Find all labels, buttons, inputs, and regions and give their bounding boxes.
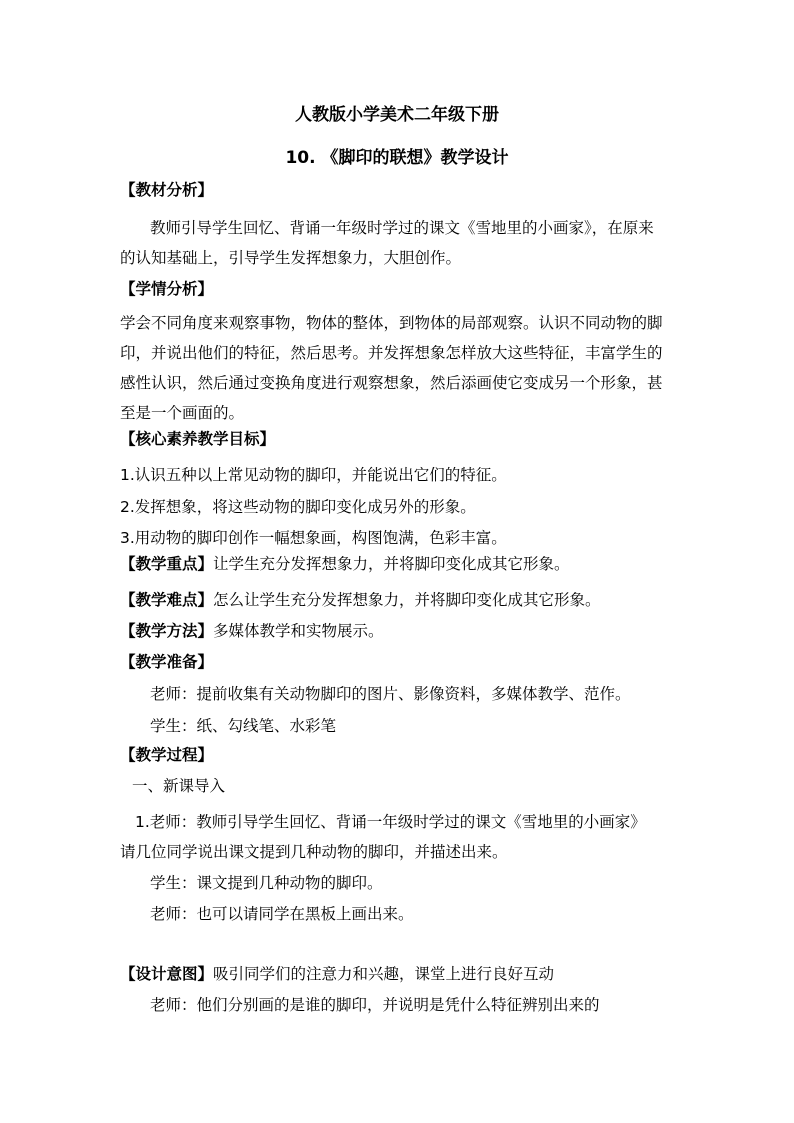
- material-analysis-line-2: 的认知基础上，引导学生发挥想象力，大胆创作。: [120, 249, 462, 267]
- method-text: 多媒体教学和实物展示。: [213, 622, 384, 640]
- process-student-reply: 学生：课文提到几种动物的脚印。: [150, 874, 383, 892]
- key-point-text: 让学生充分发挥想象力，并将脚印变化成其它形象。: [213, 555, 570, 573]
- document-subtitle: 10. 《脚印的联想》教学设计: [285, 148, 509, 168]
- process-section-1: 一、新课导入: [132, 777, 226, 795]
- method-row: [120, 621, 384, 641]
- preparation-teacher: 老师：提前收集有关动物脚印的图片、影像资料，多媒体教学、范作。: [150, 685, 631, 703]
- method-heading: 【教学方法】: [120, 622, 214, 640]
- process-step-1-line-1: 1.老师：教师引导学生回忆、背诵一年级时学过的课文《雪地里的小画家》: [135, 813, 646, 831]
- core-goals-heading: 【核心素养教学目标】: [120, 430, 276, 448]
- core-goal-2: 2.发挥想象，将这些动物的脚印变化成另外的形象。: [120, 498, 476, 516]
- core-goal-3: 3.用动物的脚印创作一幅想象画，构图饱满，色彩丰富。: [120, 529, 507, 547]
- core-goal-1: 1.认识五种以上常见动物的脚印，并能说出它们的特征。: [120, 466, 507, 484]
- student-analysis-heading: 【学情分析】: [120, 280, 214, 298]
- document-title: 人教版小学美术二年级下册: [295, 105, 499, 125]
- student-analysis-line-4: 至是一个画面的。: [120, 404, 245, 422]
- design-intent-heading: 【设计意图】: [120, 965, 214, 983]
- process-heading: 【教学过程】: [120, 746, 214, 764]
- student-analysis-line-3: 感性认识，然后通过变换角度进行观察想象，然后添画使它变成另一个形象，甚: [120, 374, 663, 392]
- difficulty-text: 怎么让学生充分发挥想象力，并将脚印变化成其它形象。: [213, 591, 601, 609]
- process-step-1-line-2: 请几位同学说出课文提到几种动物的脚印，并描述出来。: [120, 843, 508, 861]
- material-analysis-line-1: 教师引导学生回忆、背诵一年级时学过的课文《雪地里的小画家》，在原来: [150, 219, 654, 237]
- student-analysis-line-1: 学会不同角度来观察事物，物体的整体，到物体的局部观察。认识不同动物的脚: [120, 314, 663, 332]
- difficulty-heading: 【教学难点】: [120, 591, 214, 609]
- design-intent-text: 吸引同学们的注意力和兴趣，课堂上进行良好互动: [213, 965, 555, 983]
- teacher-question: 老师：他们分别画的是谁的脚印，并说明是凭什么特征辨别出来的: [150, 996, 600, 1014]
- key-point-heading: 【教学重点】: [120, 555, 214, 573]
- preparation-heading: 【教学准备】: [120, 653, 214, 671]
- process-teacher-reply: 老师：也可以请同学在黑板上画出来。: [150, 905, 414, 923]
- preparation-student: 学生：纸、勾线笔、水彩笔: [150, 717, 337, 735]
- design-intent-row: [120, 964, 554, 984]
- student-analysis-line-2: 印，并说出他们的特征，然后思考。并发挥想象怎样放大这些特征，丰富学生的: [120, 344, 663, 362]
- key-point-row: [120, 554, 570, 574]
- difficulty-row: [120, 590, 601, 610]
- material-analysis-heading: 【教材分析】: [120, 181, 214, 199]
